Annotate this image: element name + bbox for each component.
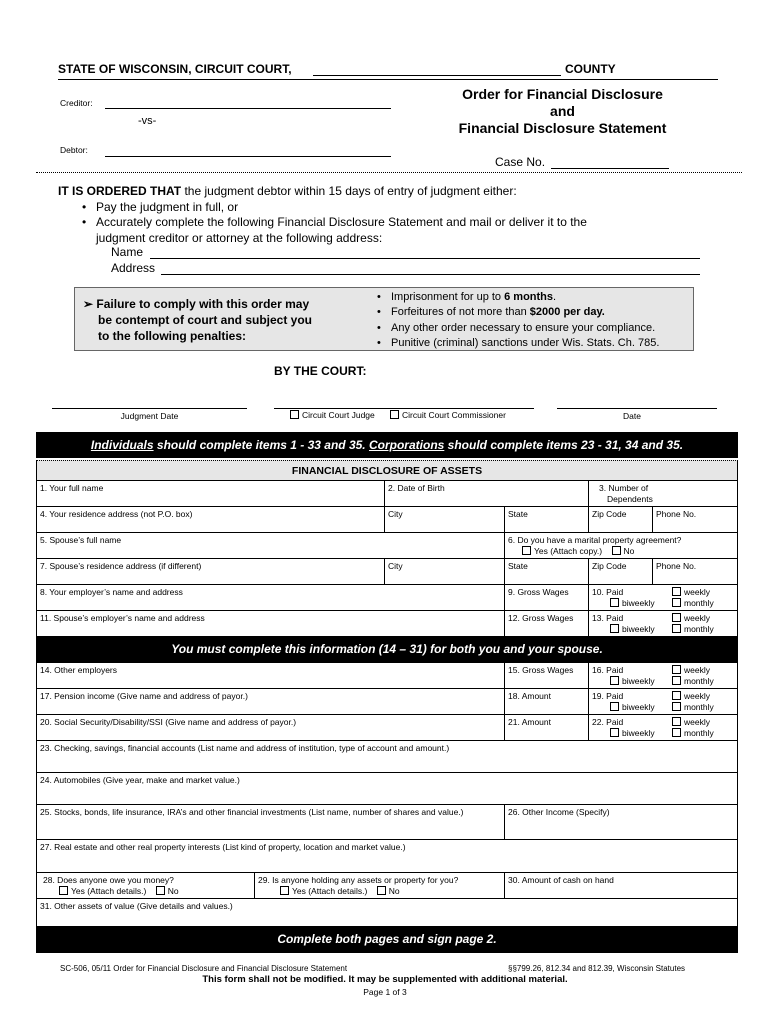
header-divider	[36, 172, 742, 173]
checkbox[interactable]	[156, 886, 165, 895]
checkbox[interactable]	[390, 410, 399, 419]
case-no-field[interactable]	[551, 155, 669, 169]
paid-label: 16. Paid	[592, 665, 624, 675]
order-lead: IT IS ORDERED THAT	[58, 184, 182, 198]
field-spouse-paid-frequency	[588, 610, 738, 636]
paid-label: 13. Paid	[592, 613, 624, 623]
commissioner-option[interactable]	[390, 410, 506, 420]
biweekly-label: biweekly	[622, 702, 655, 712]
judge-option[interactable]	[290, 410, 375, 420]
header-rule	[58, 79, 718, 80]
field-other-gross-wages[interactable]: 15. Gross Wages	[504, 662, 588, 688]
field-pension-paid-frequency	[588, 688, 738, 714]
checkbox[interactable]	[612, 546, 621, 555]
weekly-label: weekly	[684, 717, 710, 727]
creditor-field[interactable]	[105, 98, 391, 109]
weekly-label: weekly	[684, 587, 710, 597]
warning-line-3: to the following penalties:	[98, 329, 246, 343]
vs-label: -vs-	[138, 115, 157, 127]
checkbox[interactable]	[672, 598, 681, 607]
penalty-other-order: • Any other order necessary to ensure your compliance.	[373, 321, 659, 336]
penalty-text: Forfeitures of not more than	[391, 306, 530, 319]
field-employer[interactable]: 8. Your employer’s name and address	[36, 584, 504, 610]
field-other-income[interactable]: 26. Other Income (Specify)	[504, 804, 738, 839]
banner-text: should complete items 23 - 31, 34 and 35.	[444, 438, 684, 452]
field-owed-money	[36, 872, 254, 898]
option-complete-statement	[78, 215, 718, 246]
weekly-label: weekly	[684, 613, 710, 623]
title-line-3: Financial Disclosure Statement	[458, 120, 667, 136]
option-pay-in-full: • Pay the judgment in full, or	[78, 200, 718, 216]
assets-held-label: 29. Is anyone holding any assets or property for you?	[258, 875, 459, 885]
county-blank[interactable]	[313, 62, 561, 76]
field-real-estate[interactable]: 27. Real estate and other real property interests (List kind of property, location and market value.)	[36, 839, 738, 872]
marital-agreement-label: 6. Do you have a marital property agreement?	[508, 535, 682, 545]
monthly-label: monthly	[684, 702, 714, 712]
checkbox[interactable]	[672, 728, 681, 737]
banner-text: should complete items 1 - 33 and 35.	[153, 438, 369, 452]
option-line-2: judgment creditor or attorney at the following address:	[96, 230, 383, 245]
owed-money-label: 28. Does anyone owe you money?	[43, 875, 174, 885]
checkbox[interactable]	[672, 691, 681, 700]
state-court-label: STATE OF WISCONSIN, CIRCUIT COURT,	[58, 62, 292, 76]
spouse-info-banner: You must complete this information (14 – 31) for both you and your spouse.	[36, 636, 738, 662]
penalty-months: 6 months	[504, 291, 554, 303]
field-city[interactable]: City	[384, 506, 504, 532]
field-ss-amount[interactable]: 21. Amount	[504, 714, 588, 740]
checkbox[interactable]	[610, 598, 619, 607]
judge-label: Circuit Court Judge	[302, 410, 375, 420]
order-lead-rest: the judgment debtor within 15 days of entry of judgment either:	[181, 184, 517, 198]
option-line-1: Accurately complete the following Financial Disclosure Statement and mail or deliver it to the	[96, 215, 587, 229]
dependents-label-2: Dependents	[607, 494, 653, 504]
field-spouse-name[interactable]: 5. Spouse’s full name	[36, 532, 504, 558]
field-spouse-address[interactable]: 7. Spouse’s residence address (if different)	[36, 558, 384, 584]
monthly-label: monthly	[684, 598, 714, 608]
checkbox[interactable]	[672, 717, 681, 726]
field-spouse-state[interactable]: State	[504, 558, 588, 584]
statutes: §§799.26, 812.34 and 812.39, Wisconsin Statutes	[508, 964, 686, 973]
checkbox[interactable]	[672, 624, 681, 633]
field-automobiles[interactable]: 24. Automobiles (Give year, make and market value.)	[36, 772, 738, 804]
field-spouse-city[interactable]: City	[384, 558, 504, 584]
weekly-label: weekly	[684, 665, 710, 675]
penalty-warning	[83, 296, 312, 344]
penalty-period: .	[553, 291, 557, 303]
date-line[interactable]	[557, 408, 717, 409]
field-state[interactable]: State	[504, 506, 588, 532]
field-residence-address[interactable]: 4. Your residence address (not P.O. box)	[36, 506, 384, 532]
checkbox[interactable]	[377, 886, 386, 895]
penalty-box	[74, 287, 694, 351]
checkbox[interactable]	[610, 624, 619, 633]
form-id: SC-506, 05/11 Order for Financial Disclosure and Financial Disclosure Statement	[60, 964, 348, 973]
banner-individuals: Individuals	[90, 438, 154, 452]
penalty-text: Imprisonment for up to	[391, 291, 505, 303]
yes-label: Yes (Attach details.)	[292, 886, 368, 896]
field-date-of-birth[interactable]: 2. Date of Birth	[384, 480, 588, 506]
paid-label: 10. Paid	[592, 587, 624, 597]
field-other-paid-frequency	[588, 662, 738, 688]
by-the-court-label: BY THE COURT:	[274, 364, 367, 378]
address-field[interactable]	[161, 261, 700, 275]
biweekly-label: biweekly	[622, 598, 655, 608]
checkbox[interactable]	[610, 702, 619, 711]
checkbox[interactable]	[672, 613, 681, 622]
no-label: No	[623, 546, 635, 556]
judgment-date-label: Judgment Date	[120, 411, 179, 421]
biweekly-label: biweekly	[622, 728, 655, 738]
no-label: No	[167, 886, 179, 896]
warning-line-1: Failure to comply with this order may	[96, 297, 310, 311]
biweekly-label: biweekly	[622, 676, 655, 686]
field-spouse-gross-wages[interactable]: 12. Gross Wages	[504, 610, 588, 636]
debtor-field[interactable]	[105, 145, 391, 157]
yes-label: Yes (Attach details.)	[71, 886, 147, 896]
warning-line-2: be contempt of court and subject you	[98, 313, 313, 327]
field-zip[interactable]: Zip Code	[588, 506, 652, 532]
title-line-2: and	[550, 103, 575, 119]
field-other-assets[interactable]: 31. Other assets of value (Give details and values.)	[36, 898, 738, 926]
field-paid-frequency	[588, 584, 738, 610]
section-title: FINANCIAL DISCLOSURE OF ASSETS	[36, 460, 738, 480]
no-label: No	[388, 886, 400, 896]
field-financial-accounts[interactable]: 23. Checking, savings, financial accounts (List name and address of institution, type of account and amount.)	[36, 740, 738, 772]
field-investments[interactable]: 25. Stocks, bonds, life insurance, IRA’s and other financial investments (List name, number of shares and value.)	[36, 804, 504, 839]
field-other-employers[interactable]: 14. Other employers	[36, 662, 504, 688]
paid-label: 19. Paid	[592, 691, 624, 701]
page-number: Page 1 of 3	[363, 987, 407, 997]
checkbox[interactable]	[610, 728, 619, 737]
field-spouse-phone[interactable]: Phone No.	[652, 558, 738, 584]
field-marital-agreement	[504, 532, 738, 558]
county-label: COUNTY	[565, 62, 616, 76]
field-dependents[interactable]	[588, 480, 738, 506]
monthly-label: monthly	[684, 624, 714, 634]
penalty-punitive: • Punitive (criminal) sanctions under Wis. Stats. Ch. 785.	[373, 336, 659, 351]
creditor-label: Creditor:	[60, 98, 93, 108]
debtor-label: Debtor:	[60, 145, 88, 155]
weekly-label: weekly	[684, 691, 710, 701]
dependents-label: 3. Number of	[599, 483, 649, 493]
disclosure-form	[36, 480, 738, 953]
sign-page-banner: Complete both pages and sign page 2.	[36, 926, 738, 953]
checkbox[interactable]	[522, 546, 531, 555]
field-pension-amount[interactable]: 18. Amount	[504, 688, 588, 714]
monthly-label: monthly	[684, 676, 714, 686]
yes-label: Yes (Attach copy.)	[534, 546, 603, 556]
name-label: Name	[111, 245, 144, 259]
checkbox[interactable]	[290, 410, 299, 419]
field-social-security[interactable]: 20. Social Security/Disability/SSI (Give name and address of payor.)	[36, 714, 504, 740]
case-no-label: Case No.	[495, 155, 546, 169]
penalty-amount: $2000 per day.	[529, 306, 605, 319]
field-pension-income[interactable]: 17. Pension income (Give name and address of payor.)	[36, 688, 504, 714]
judgment-date-line[interactable]	[52, 408, 247, 409]
checkbox[interactable]	[59, 886, 68, 895]
penalty-list	[373, 290, 659, 351]
commissioner-label: Circuit Court Commissioner	[402, 410, 506, 420]
address-label: Address	[111, 261, 156, 275]
checkbox[interactable]	[672, 665, 681, 674]
field-spouse-zip[interactable]: Zip Code	[588, 558, 652, 584]
biweekly-label: biweekly	[622, 624, 655, 634]
name-field[interactable]	[150, 245, 700, 259]
penalty-imprisonment	[373, 290, 659, 305]
field-gross-wages[interactable]: 9. Gross Wages	[504, 584, 588, 610]
field-spouse-employer[interactable]: 11. Spouse’s employer’s name and address	[36, 610, 504, 636]
checkbox[interactable]	[610, 676, 619, 685]
checkbox[interactable]	[672, 702, 681, 711]
field-full-name[interactable]: 1. Your full name	[36, 480, 384, 506]
field-ss-paid-frequency	[588, 714, 738, 740]
title-line-1: Order for Financial Disclosure	[462, 86, 663, 102]
checkbox[interactable]	[280, 886, 289, 895]
order-text	[58, 184, 718, 246]
paid-label: 22. Paid	[592, 717, 624, 727]
modification-notice: This form shall not be modified. It may be supplemented with additional material.	[202, 974, 568, 985]
banner-corporations: Corporations	[368, 438, 445, 452]
form-title	[420, 86, 705, 137]
court-signature-line[interactable]	[274, 408, 534, 409]
field-phone[interactable]: Phone No.	[652, 506, 738, 532]
checkbox[interactable]	[672, 676, 681, 685]
field-cash-on-hand[interactable]: 30. Amount of cash on hand	[504, 872, 738, 898]
instructions-banner	[36, 432, 738, 458]
date-label: Date	[623, 411, 641, 421]
field-assets-held	[254, 872, 504, 898]
checkbox[interactable]	[672, 587, 681, 596]
arrow-icon: ➢	[83, 297, 94, 311]
penalty-forfeiture	[373, 305, 659, 320]
monthly-label: monthly	[684, 728, 714, 738]
